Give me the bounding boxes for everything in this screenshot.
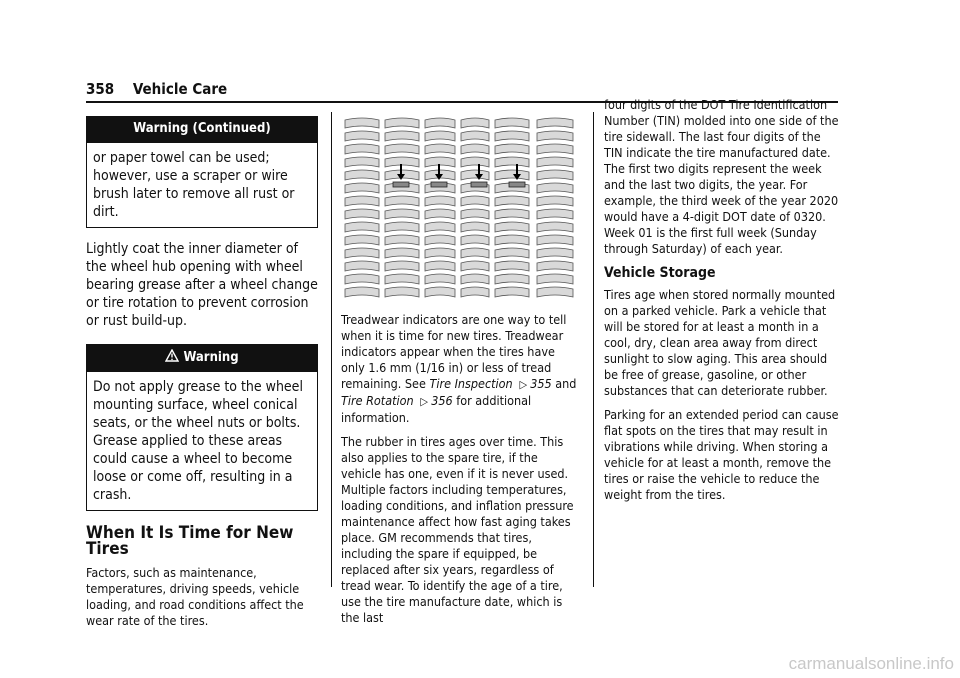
tread-block <box>345 183 379 193</box>
rubber-aging-paragraph: The rubber in tires ages over time. This also applies to the spare tire, if the vehicle has one, even if it is never used. Multiple factors including temperatures, loading conditions, and inflation pressure maintenance affect how fast aging takes place. GM recommends that tires, including the spare if equipped, be replaced after six years, regardless of tread wear. To identify the age of a tire, use the tire manufacture date, which is the last <box>341 434 574 625</box>
tread-block <box>537 118 573 128</box>
tread-block <box>537 183 573 193</box>
tread-block <box>345 157 379 167</box>
tread-block <box>461 196 489 206</box>
tread-block <box>345 131 379 141</box>
tire-rotation-link[interactable]: Tire Rotation <box>341 393 414 408</box>
warning-box <box>86 344 318 511</box>
vehicle-storage-heading: Vehicle Storage <box>604 265 716 281</box>
tread-block <box>537 287 573 297</box>
tread-block <box>425 248 455 258</box>
tread-block <box>495 170 529 180</box>
tread-block <box>537 248 573 258</box>
tire-inspection-page[interactable]: 355 <box>530 376 552 391</box>
tread-block <box>495 157 529 167</box>
warning-title-bar <box>87 345 317 372</box>
column-3 <box>604 97 840 511</box>
column-2 <box>341 116 581 634</box>
tread-block <box>537 274 573 284</box>
tread-block <box>425 287 455 297</box>
tread-block <box>495 261 529 271</box>
tread-block <box>461 209 489 219</box>
tread-block <box>425 235 455 245</box>
tread-block <box>345 118 379 128</box>
tread-block <box>537 170 573 180</box>
tread-block <box>461 131 489 141</box>
tread-block <box>425 131 455 141</box>
tread-block <box>537 131 573 141</box>
watermark: carmanualsonline.info <box>788 654 954 673</box>
tread-block <box>345 144 379 154</box>
tread-block <box>385 131 419 141</box>
tread-block <box>461 222 489 232</box>
tread-block <box>385 144 419 154</box>
tread-block <box>461 261 489 271</box>
tread-block <box>345 222 379 232</box>
tread-block <box>345 261 379 271</box>
wheel-hub-paragraph: Lightly coat the inner diameter of the wheel hub opening with wheel bearing grease after a wheel change or tire rotation to prevent corrosion or rust build-up. <box>86 241 318 329</box>
warning-title: Warning <box>183 350 239 365</box>
tread-block <box>425 118 455 128</box>
treadwear-indicator-illustration <box>341 116 577 302</box>
tread-block <box>495 222 529 232</box>
tread-block <box>495 118 529 128</box>
tread-block <box>385 196 419 206</box>
tread-block <box>537 235 573 245</box>
tread-block <box>495 144 529 154</box>
warning-continued-text: or paper towel can be used; however, use a scraper or wire brush later to remove all rust or dirt. <box>93 150 295 220</box>
tread-block <box>495 131 529 141</box>
tread-block <box>537 209 573 219</box>
tread-block <box>385 118 419 128</box>
tread-block <box>537 144 573 154</box>
tread-block <box>385 235 419 245</box>
tread-block <box>461 235 489 245</box>
tread-block <box>495 287 529 297</box>
column-divider-1 <box>331 112 332 587</box>
page-reference-icon: ▷ <box>519 378 528 391</box>
tread-block <box>425 222 455 232</box>
tread-block <box>425 274 455 284</box>
column-divider-2 <box>593 112 594 587</box>
warning-continued-title: Warning (Continued) <box>87 117 317 143</box>
dot-date-paragraph: four digits of the DOT Tire Identification Number (TIN) molded into one side of the tire sidewall. The last four digits of the TIN indicate the tire manufactured date. The first two digits represent the week and the last two digits, the year. For example, the third week of the year 2020 would have a 4-digit DOT date of 0320. Week 01 is the first full week (Sunday through Saturday) of each year. <box>604 97 839 256</box>
tread-block <box>425 261 455 271</box>
tread-block <box>461 274 489 284</box>
tread-block <box>461 248 489 258</box>
section-title: Vehicle Care <box>132 80 228 98</box>
tread-block <box>345 235 379 245</box>
tire-inspection-link[interactable]: Tire Inspection <box>429 376 513 391</box>
tread-block <box>537 196 573 206</box>
tread-block <box>537 157 573 167</box>
page-header <box>86 80 227 98</box>
treadwear-paragraph: Treadwear indicators are one way to tell when it is time for new tires. Treadwear indicators appear when the tires have only 1.6 mm (1/16 in) or less of tread remaining. See Tire Inspection ▷ 355 and Tire Rotation ▷ 356 for additional information. <box>341 312 577 425</box>
tread-block <box>425 196 455 206</box>
tread-block <box>537 222 573 232</box>
tread-block <box>385 261 419 271</box>
tread-block <box>461 170 489 180</box>
tread-block <box>461 287 489 297</box>
tread-block <box>461 157 489 167</box>
tread-block <box>537 261 573 271</box>
factors-paragraph: Factors, such as maintenance, temperatures, driving speeds, vehicle loading, and road conditions affect the wear rate of the tires. <box>86 565 304 628</box>
tread-block <box>425 209 455 219</box>
tread-block <box>385 287 419 297</box>
tread-block <box>385 274 419 284</box>
tread-block <box>385 248 419 258</box>
tread-block <box>345 287 379 297</box>
tread-block <box>495 235 529 245</box>
tread-block <box>345 209 379 219</box>
warning-text: Do not apply grease to the wheel mounting surface, wheel conical seats, or the wheel nuts or bolts. Grease applied to these areas could cause a wheel to become loose or come off, resulting in a crash. <box>93 379 303 503</box>
flat-spots-paragraph: Parking for an extended period can cause flat spots on the tires that may result in vibrations while driving. When storing a vehicle for at least a month, remove the tires or raise the vehicle to reduce the weight from the tires. <box>604 407 839 502</box>
tread-block <box>495 274 529 284</box>
tread-block <box>495 196 529 206</box>
tire-rotation-page[interactable]: 356 <box>431 393 453 408</box>
page-number: 358 <box>86 80 115 98</box>
tread-block <box>345 274 379 284</box>
tread-block <box>345 248 379 258</box>
tread-block <box>495 248 529 258</box>
tread-block <box>345 170 379 180</box>
warning-triangle-icon <box>165 350 183 365</box>
page-reference-icon: ▷ <box>420 395 429 408</box>
tread-block <box>461 118 489 128</box>
column-1 <box>86 116 318 637</box>
storage-paragraph: Tires age when stored normally mounted on a parked vehicle. Park a vehicle that will be stored for at least a month in a cool, dry, clean area away from direct sunlight to slow aging. This area should be free of grease, gasoline, or other substances that can deteriorate rubber. <box>604 287 836 398</box>
tread-block <box>495 209 529 219</box>
warning-continued-box <box>86 116 318 228</box>
tread-block <box>385 222 419 232</box>
tread-block <box>385 209 419 219</box>
tread-block <box>425 144 455 154</box>
tread-block <box>461 144 489 154</box>
section-heading: When It Is Time for New Tires <box>86 523 294 559</box>
tread-block <box>345 196 379 206</box>
